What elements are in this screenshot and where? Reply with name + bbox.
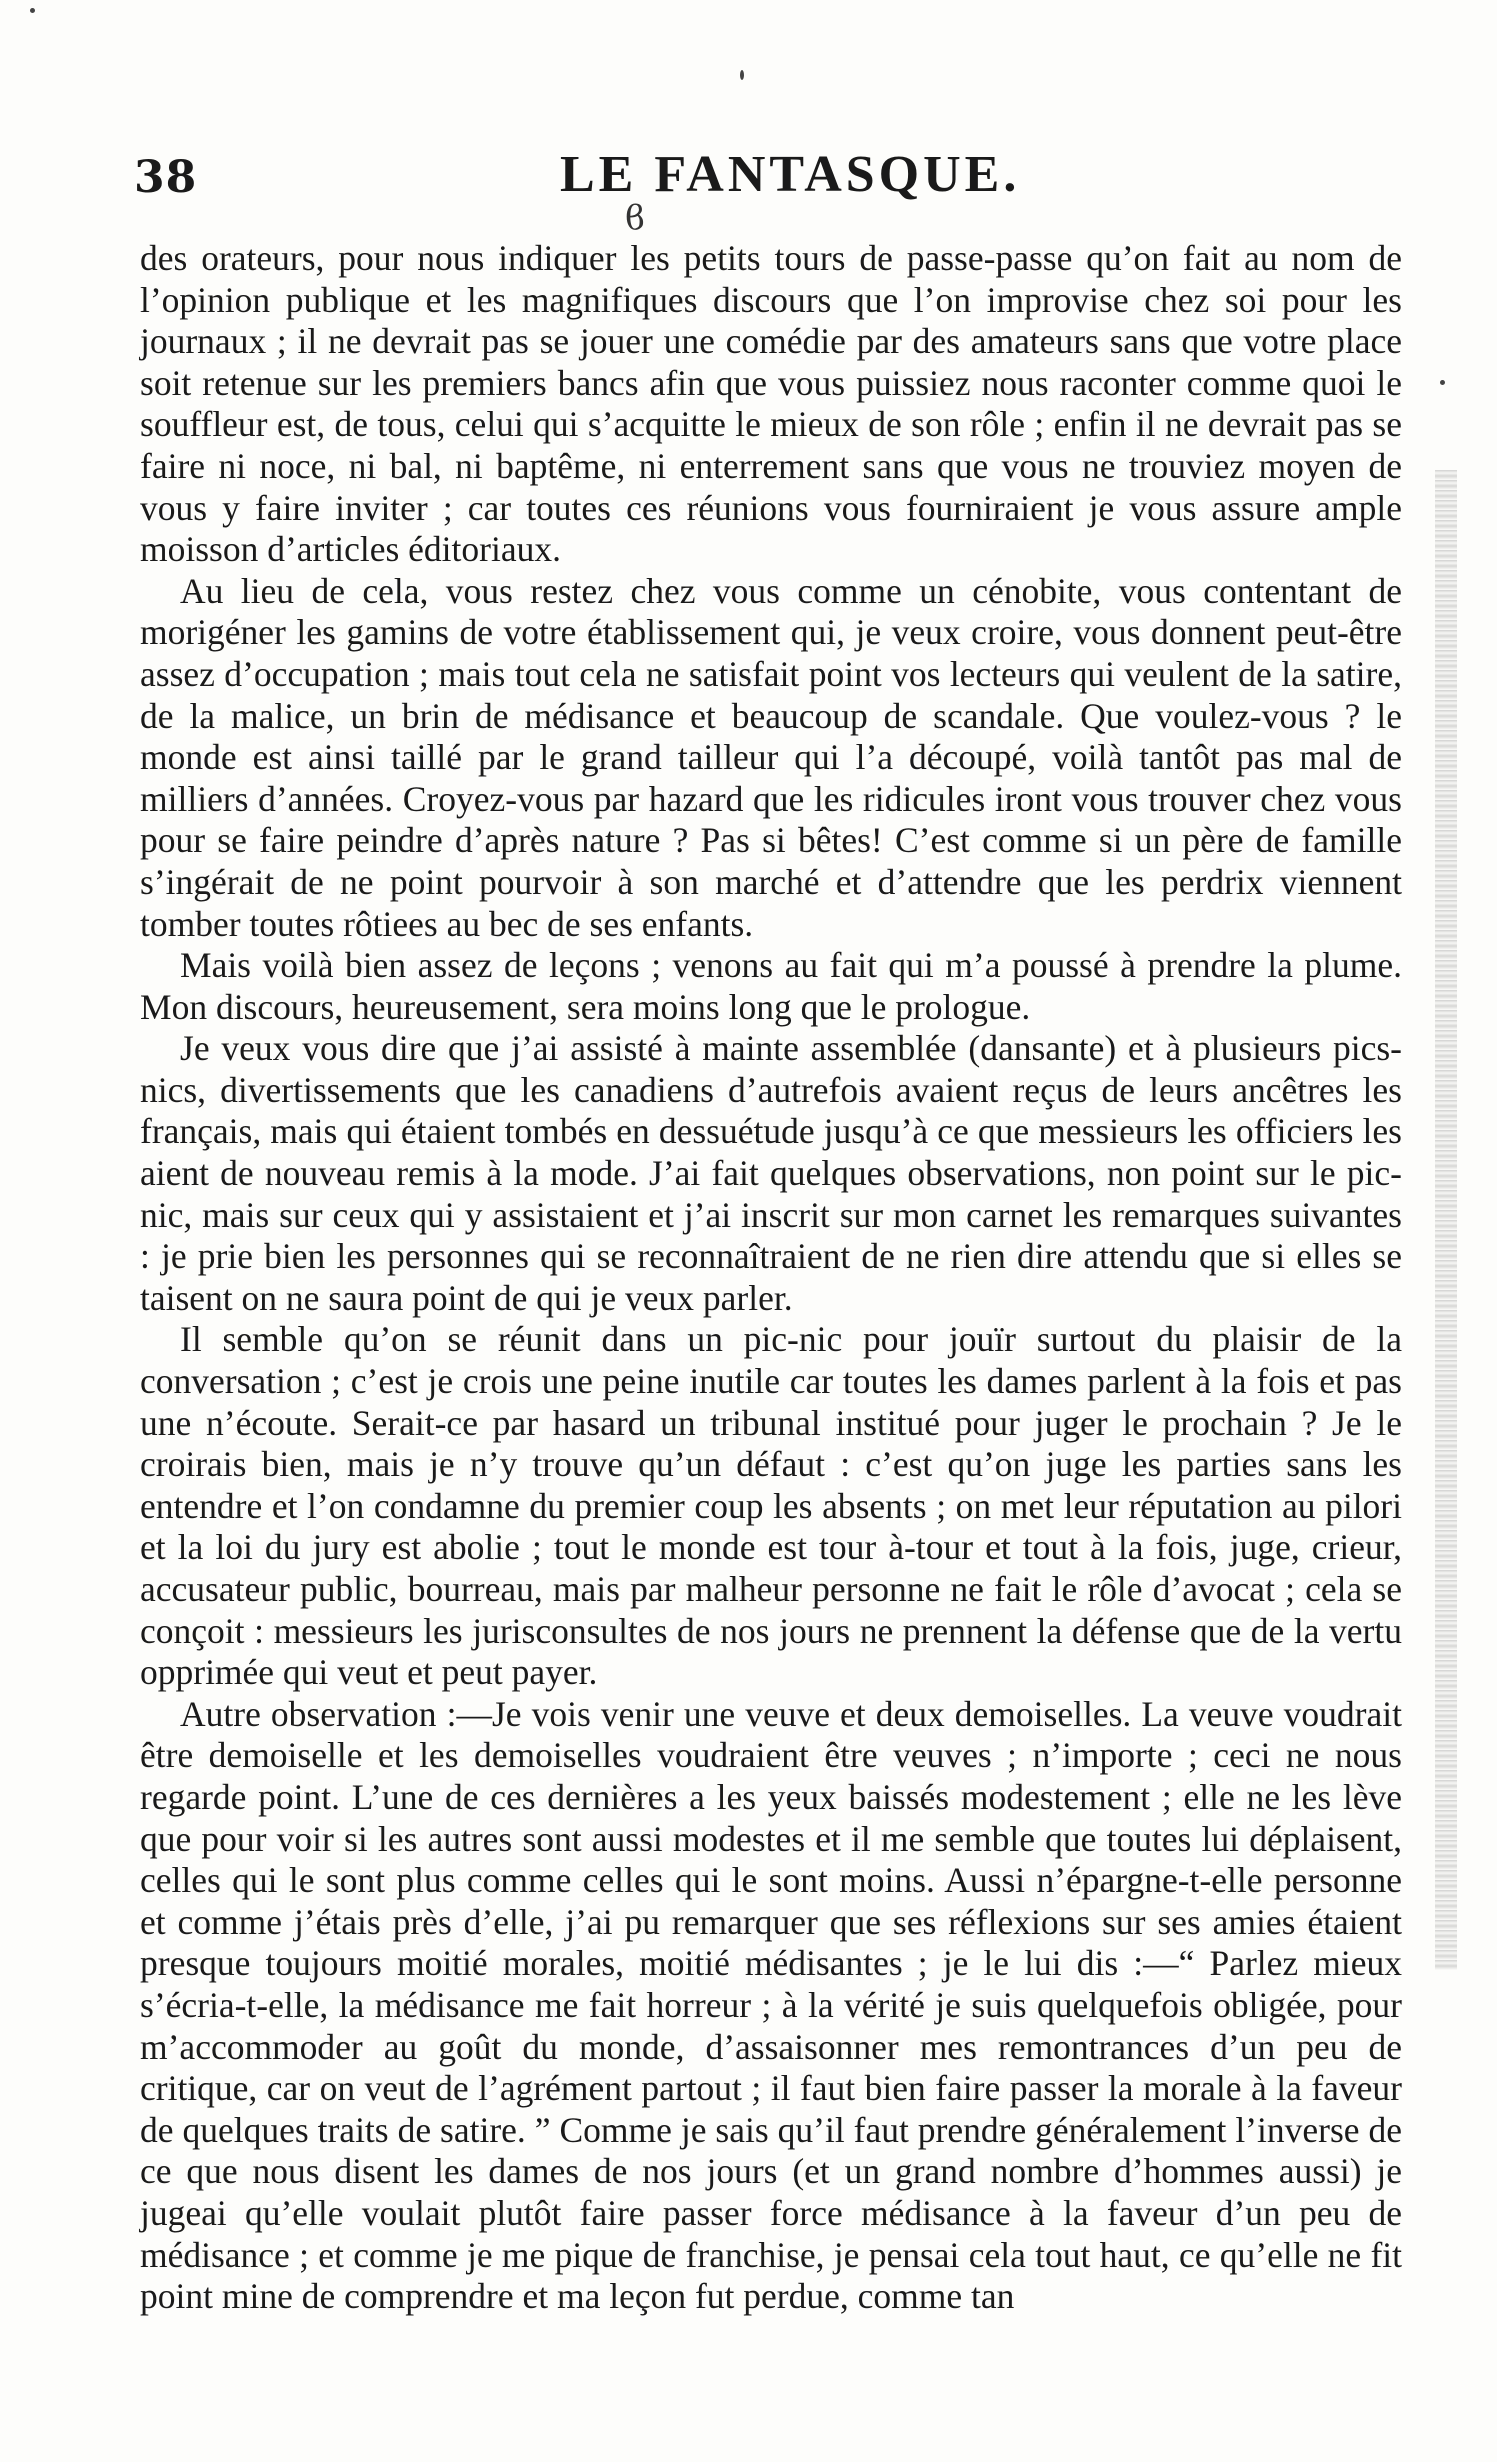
body-text bbox=[140, 238, 1402, 2318]
paragraph: Autre observation :—Je vois venir une veuve et deux demoiselles. La veuve voudrait être demoiselle et les demoiselles voudraient être veuves ; n’importe ; ceci ne nous regarde point. L’une de ces dernières a les yeux baissés modestement ; elle ne les lève que pour voir si les autres sont aussi modestes et il me semble que toutes lui déplaisent, celles qui le sont plus comme celles qui le sont moins. Aussi n’épargne-t-elle personne et comme j’étais près d’elle, j’ai pu remarquer que ses réflexions sur ses amies étaient presque toujours moitié morales, moitié médisantes ; je le lui dis :—“ Parlez mieux s’écria-t-elle, la médisance me fait horreur ; à la vérité je suis quelquefois obligée, pour m’accommoder au goût du monde, d’assaisonner mes remontrances d’un peu de critique, car on veut de l’agrément partout ; il faut bien faire passer la morale à la faveur de quelques traits de satire. ” Comme je sais qu’il faut prendre généralement l’inverse de ce que nous disent les dames de nos jours (et un grand nombre d’hommes aussi) je jugeai qu’elle voulait plutôt faire passer force médisance à la faveur d’un peu de médisance ; et comme je me pique de franchise, je pensai cela tout haut, ce qu’elle ne fit point mine de comprendre et ma leçon fut perdue, comme tan bbox=[140, 1693, 1402, 2317]
ink-speck bbox=[740, 70, 744, 80]
ink-speck bbox=[30, 8, 35, 13]
ink-speck bbox=[1440, 380, 1445, 385]
running-head: LE FANTASQUE. bbox=[560, 146, 1021, 203]
paragraph: Je veux vous dire que j’ai assisté à mainte assemblée (dansante) et à plusieurs pics-nics, divertissements que les canadiens d’autrefois avaient reçus de leurs ancêtres les français, mais qui étaient tombés en dessuétude jusqu’à ce que messieurs les officiers les aient de nouveau remis à la mode. J’ai fait quelques observations, non point sur le pic-nic, mais sur ceux qui y assistaient et j’ai inscrit sur mon carnet les remarques suivantes : je prie bien les personnes qui se reconnaîtraient de ne rien dire attendu que si elles se taisent on ne saura point de qui je veux parler. bbox=[140, 1028, 1402, 1318]
page-number: 38 bbox=[134, 152, 198, 203]
header-ornament: ϐ bbox=[625, 198, 645, 238]
paragraph: Au lieu de cela, vous restez chez vous comme un cénobite, vous contentant de morigéner les gamins de votre établissement qui, je veux croire, vous donnent peut-être assez d’occupation ; mais tout cela ne satisfait point vos lecteurs qui veulent de la satire, de la malice, un brin de médisance et beaucoup de scandale. Que voulez-vous ? le monde est ainsi taillé par le grand tailleur qui l’a découpé, voilà tantôt pas mal de milliers d’années. Croyez-vous par hazard que les ridicules iront vous trouver chez vous pour se faire peindre d’après nature ? Pas si bêtes! C’est comme si un père de famille s’ingérait de ne point pourvoir à son marché et d’attendre que les perdrix viennent tomber toutes rôtiees au bec de ses enfants. bbox=[140, 570, 1402, 944]
paragraph: Il semble qu’on se réunit dans un pic-nic pour jouïr surtout du plaisir de la conversation ; c’est je crois une peine inutile car toutes les dames parlent à la fois et pas une n’écoute. Serait-ce par hasard un tribunal institué pour juger le prochain ? Je le croirais bien, mais je n’y trouve qu’un défaut : c’est qu’on juge les parties sans les entendre et l’on condamne du premier coup les absents ; on met leur réputation au pilori et la loi du jury est abolie ; tout le monde est tour à-tour et tout à la fois, juge, crieur, accusateur public, bourreau, mais par malheur personne ne fait le rôle d’avocat ; cela se conçoit : messieurs les jurisconsultes de nos jours ne prennent la défense que de la vertu opprimée qui veut et peut payer. bbox=[140, 1319, 1402, 1693]
page-edge-stain bbox=[1435, 470, 1457, 1970]
paragraph: des orateurs, pour nous indiquer les petits tours de passe-passe qu’on fait au nom de l’opinion publique et les magnifiques discours que l’on improvise chez soi pour les journaux ; il ne devrait pas se jouer une comédie par des amateurs sans que votre place soit retenue sur les premiers bancs afin que vous puissiez nous raconter comme quoi le souffleur est, de tous, celui qui s’acquitte le mieux de son rôle ; enfin il ne devrait pas se faire ni noce, ni bal, ni baptême, ni enterrement sans que vous ne trouviez moyen de vous y faire inviter ; car toutes ces réunions vous fourniraient je vous assure ample moisson d’articles éditoriaux. bbox=[140, 238, 1402, 570]
paragraph: Mais voilà bien assez de leçons ; venons au fait qui m’a poussé à prendre la plume. Mon discours, heureusement, sera moins long que le prologue. bbox=[140, 945, 1402, 1027]
